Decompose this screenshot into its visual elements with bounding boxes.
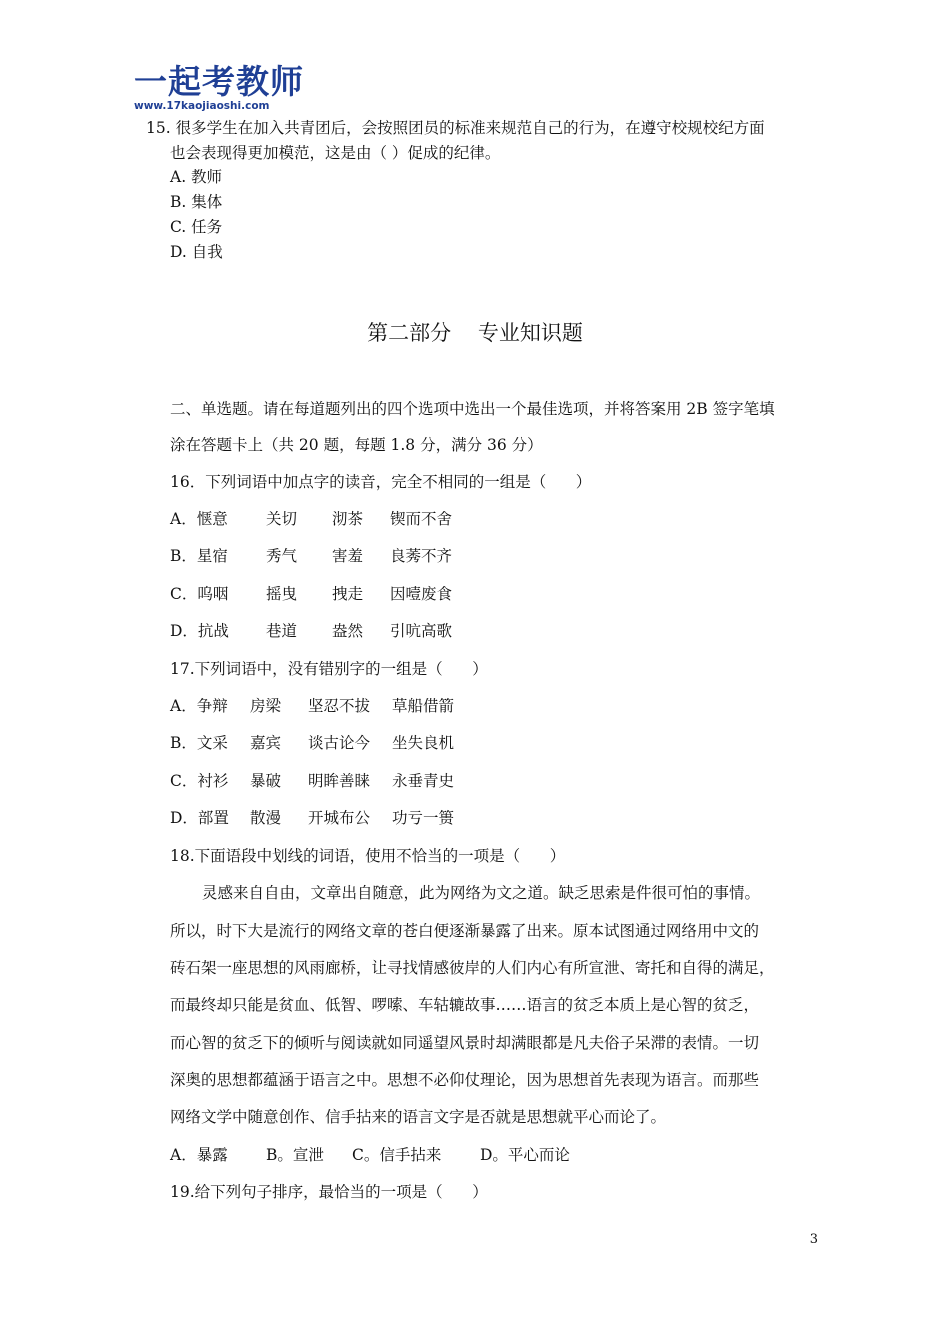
q16-a-2: 关切 (266, 510, 298, 528)
q17-a-3: 坚忍不拔 (308, 697, 371, 715)
instructions-line2: 涂在答题卡上（共 20 题，每题 1.8 分，满分 36 分） (170, 436, 543, 454)
q17-b-1: B．文采 (170, 734, 228, 752)
q17-option-a (170, 695, 454, 717)
q18-options (170, 1144, 570, 1166)
q18-passage-line4: 而最终却只能是贫血、低智、啰嗦、车轱辘故事……语言的贫乏本质上是心智的贫乏， (170, 996, 760, 1014)
q17-d-4: 功亏一篑 (392, 809, 455, 827)
q16-c-4: 因噎废食 (390, 585, 453, 603)
q17-a-1: A．争辩 (170, 697, 228, 715)
instructions-line1: 二、单选题。请在每道题列出的四个选项中选出一个最佳选项，并将答案用 2B 签字笔填 (170, 400, 775, 418)
q17-option-b (170, 732, 454, 754)
q17-option-d (170, 807, 454, 829)
q18-passage-line6: 深奥的思想都蕴涵于语言之中。思想不必仰仗理论，因为思想首先表现为语言。而那些 (170, 1071, 760, 1089)
q15-option-c: C. 任务 (170, 218, 223, 236)
q17-c-2: 暴破 (250, 772, 282, 790)
q15-option-a: A. 教师 (170, 168, 223, 186)
q16-b-4: 良莠不齐 (390, 547, 453, 565)
q16-a-1: A．惬意 (170, 510, 228, 528)
q16-option-d (170, 620, 452, 642)
q17-b-4: 坐失良机 (392, 734, 455, 752)
q16-option-c (170, 583, 452, 605)
q17-a-4: 草船借箭 (392, 697, 455, 715)
q16-b-1: B．星宿 (170, 547, 228, 565)
q16-d-1: D．抗战 (170, 622, 229, 640)
q18-passage-line7: 网络文学中随意创作、信手拈来的语言文字是否就是思想就平心而论了。 (170, 1108, 667, 1126)
q17-d-3: 开城布公 (308, 809, 371, 827)
q16-c-2: 摇曳 (266, 585, 298, 603)
q16-a-4: 锲而不舍 (390, 510, 453, 528)
logo-url: www.17kaojiaoshi.com (134, 100, 270, 112)
q15-option-d: D. 自我 (170, 243, 223, 261)
q16-a-3: 沏茶 (332, 510, 364, 528)
q18-option-a: A．暴露 (170, 1146, 228, 1164)
q18-passage-line2: 所以，时下大是流行的网络文章的苍白便逐渐暴露了出来。原本试图通过网络用中文的 (170, 922, 760, 940)
q15-stem-line1: 15. 很多学生在加入共青团后，会按照团员的标准来规范自己的行为，在遵守校规校纪方面 (146, 119, 765, 137)
q19-stem: 19.给下列句子排序，最恰当的一项是（ ） (170, 1183, 488, 1201)
q18-option-c: C。信手拈来 (352, 1146, 442, 1164)
q18-passage-line1: 灵感来自自由，文章出自随意，此为网络为文之道。缺乏思索是件很可怕的事情。 (202, 884, 761, 902)
q16-option-b (170, 545, 452, 567)
q16-c-1: C．呜咽 (170, 585, 229, 603)
q15-option-b: B. 集体 (170, 193, 223, 211)
q16-c-3: 拽走 (332, 585, 364, 603)
section-title: 第二部分 专业知识题 (367, 321, 583, 345)
q17-c-1: C．衬衫 (170, 772, 229, 790)
q17-option-c (170, 770, 454, 792)
q17-stem: 17.下列词语中，没有错别字的一组是（ ） (170, 660, 488, 678)
q16-option-a (170, 508, 452, 530)
page-number: 3 (809, 1232, 818, 1247)
q17-d-2: 散漫 (250, 809, 282, 827)
q17-a-2: 房梁 (250, 697, 282, 715)
q16-d-4: 引吭高歌 (390, 622, 453, 640)
q17-b-2: 嘉宾 (250, 734, 282, 752)
logo-title: 一起考教师 (134, 62, 304, 101)
q16-b-2: 秀气 (266, 547, 298, 565)
q18-option-d: D。平心而论 (480, 1146, 570, 1164)
q18-stem: 18.下面语段中划线的词语，使用不恰当的一项是（ ） (170, 847, 566, 865)
q17-c-4: 永垂青史 (392, 772, 455, 790)
q18-passage-line5: 而心智的贫乏下的倾听与阅读就如同遥望风景时却满眼都是凡夫俗子呆滞的表情。一切 (170, 1034, 760, 1052)
q17-b-3: 谈古论今 (308, 734, 371, 752)
q18-option-b: B。宣泄 (266, 1146, 324, 1164)
brand-logo (134, 64, 304, 112)
q17-c-3: 明眸善睐 (308, 772, 371, 790)
q17-d-1: D．部置 (170, 809, 229, 827)
q15-stem-line2: 也会表现得更加模范，这是由（ ）促成的纪律。 (170, 144, 501, 162)
q16-stem: 16．下列词语中加点字的读音，完全不相同的一组是（ ） (170, 473, 592, 491)
q16-b-3: 害羞 (332, 547, 364, 565)
q16-d-2: 巷道 (266, 622, 298, 640)
q18-passage-line3: 砖石架一座思想的风雨廊桥，让寻找情感彼岸的人们内心有所宣泄、寄托和自得的满足， (170, 959, 775, 977)
q16-d-3: 盎然 (332, 622, 364, 640)
